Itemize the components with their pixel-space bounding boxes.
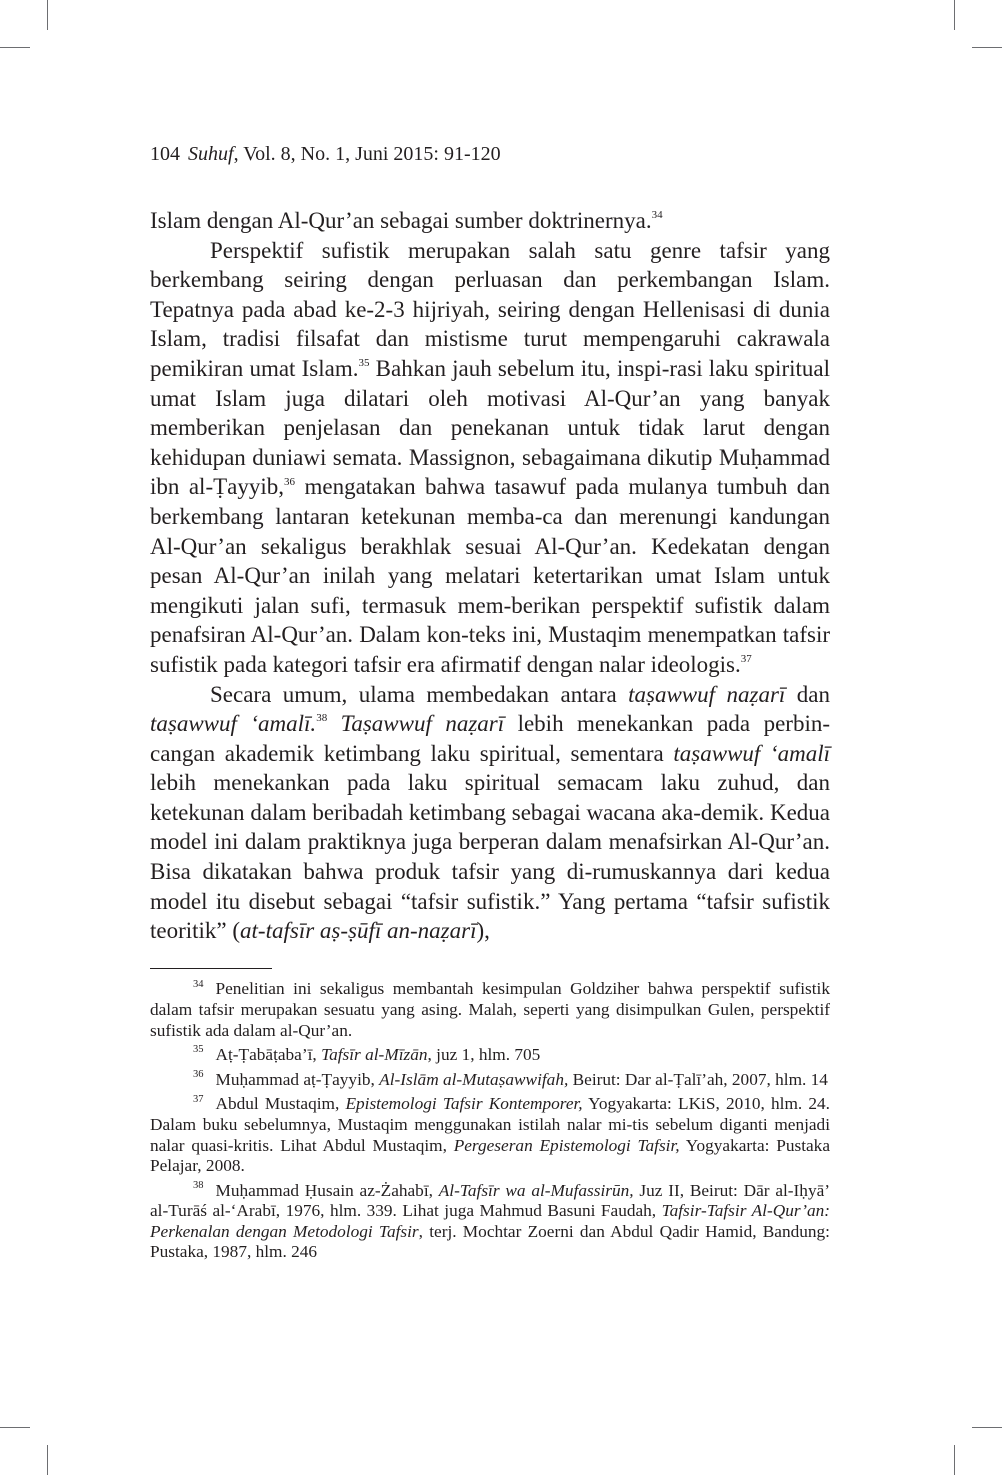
- footnote-text: , juz 1, hlm. 705: [427, 1045, 541, 1065]
- footnote-divider: [150, 968, 272, 970]
- footnote-number: 35: [193, 1044, 204, 1056]
- footnote: [150, 1094, 830, 1176]
- text-run: Perspektif sufistik merupakan salah satu genre tafsir yang berkembang seiring dengan perluasan dan perkembangan Islam. Tepatnya pada abad ke-2-3 hijriyah, seiring dengan Hellenisasi di dunia Islam, tradisi filsafat dan mistisme turut mempengaruhi cakrawala pemikiran umat Islam.: [150, 237, 830, 381]
- text-run: ),: [476, 918, 490, 944]
- journal-title: Suhuf: [188, 143, 234, 165]
- crop-mark: [972, 1427, 1002, 1428]
- footnote-ref: 35: [358, 357, 370, 370]
- footnote-text: Juz II, Beirut: Dār al-Iḥyā’ al-Turāś al-‘Arabī, 1976, hlm. 339. Lihat juga Mahmud Basuni Faudah,: [150, 1180, 831, 1221]
- footnotes: [150, 979, 830, 1263]
- footnote: [150, 1181, 830, 1263]
- crop-mark: [0, 47, 30, 48]
- footnote-text: Abdul Mustaqim,: [215, 1094, 346, 1114]
- footnote-title: Tafsīr al-Mīzān: [321, 1045, 428, 1065]
- text-run: Secara umum, ulama membedakan antara: [210, 681, 629, 707]
- crop-mark: [47, 1445, 48, 1475]
- page: [150, 140, 830, 1267]
- text-run: lebih menekankan pada laku spiritual semacam laku zuhud, dan ketekunan dalam beribadah ketimbang sebagai wacana aka-demik. Kedua model ini dalam praktiknya juga berperan dalam menafsirkan Al-Qur’an. Bisa dikatakan bahwa produk tafsir yang di-rumuskannya dari kedua model itu disebut sebagai “tafsir sufistik.” Yang pertama “tafsir sufistik teoritik” (: [150, 770, 830, 944]
- crop-mark: [47, 0, 48, 30]
- crop-mark: [954, 1445, 955, 1475]
- text-run: Islam dengan Al-Qur’an sebagai sumber doktrinernya.: [150, 208, 652, 233]
- footnote-ref: 37: [740, 653, 752, 666]
- text-run: dan: [785, 681, 830, 707]
- italic-term: taṣawwuf naẓarī: [628, 681, 786, 707]
- italic-term: Taṣawwuf naẓarī: [340, 711, 505, 737]
- footnote-number: 34: [193, 978, 204, 990]
- footnote-text: Yogyakarta: LKiS, 2010, hlm. 24. Dalam buku sebelumnya, Mustaqim menggunakan istilah nalar mi-tis sebelum diganti menjadi nalar quasi-kritis. Lihat Abdul Mustaqim,: [150, 1094, 830, 1155]
- footnote-text: , terj. Mochtar Zoerni dan Abdul Qadir Hamid, Bandung: Pustaka, 1987, hlm. 246: [150, 1221, 830, 1262]
- footnote-text: Penelitian ini sekaligus membantah kesimpulan Goldziher bahwa perspektif sufistik dalam tafsir merupakan sesuatu yang asing. Malah, seperti yang disimpulkan Gulen, perspektif sufistik ada dalam al-Qur’an.: [150, 979, 830, 1040]
- footnote-text: Aṭ-Ṭabāṭaba’ī,: [215, 1045, 322, 1065]
- italic-term: taṣawwuf ‘amalī.: [150, 711, 317, 737]
- text-run: Bahkan jauh sebelum itu, inspi-rasi laku spiritual umat Islam juga dilatari oleh motivasi Al-Qur’an yang banyak memberikan penjelasan dan penekanan untuk tidak larut dengan kehidupan duniawi semata. Massignon, sebagaimana dikutip Muḥammad ibn al-Ṭayyib,: [150, 355, 830, 500]
- issue-info: , Vol. 8, No. 1, Juni 2015: 91-120: [233, 143, 501, 165]
- footnote-text: Yogyakarta: Pustaka Pelajar, 2008.: [150, 1135, 830, 1176]
- crop-mark: [0, 1427, 30, 1428]
- footnote-number: 38: [193, 1179, 204, 1191]
- footnote-title: Pergeseran Epistemologi Tafsir,: [453, 1135, 680, 1155]
- crop-mark: [954, 0, 955, 30]
- footnote-text: Muḥammad Ḥusain az-Żahabī,: [215, 1180, 439, 1200]
- italic-term: at-tafsīr aṣ-ṣūfī an-naẓarī: [240, 918, 477, 944]
- text-run: [327, 711, 340, 736]
- footnote-title: Al-Tafsīr wa al-Mufassirūn,: [438, 1180, 634, 1200]
- footnote-ref: 36: [284, 475, 296, 488]
- footnote: [150, 979, 830, 1041]
- footnote-ref: 38: [316, 712, 328, 725]
- footnote-text: Muḥammad aṭ-Ṭayyib,: [215, 1069, 380, 1089]
- paragraph: [150, 680, 830, 946]
- footnote-number: 37: [193, 1093, 204, 1105]
- body-text: [150, 206, 830, 946]
- footnote-text: Beirut: Dar al-Ṭalī’ah, 2007, hlm. 14: [568, 1069, 828, 1089]
- text-run: mengatakan bahwa tasawuf pada mulanya tumbuh dan berkembang lantaran ketekunan memba-ca dan merenungi kandungan Al-Qur’an sekaligus berakhlak sesuai Al-Qur’an. Kedekatan dengan pesan Al-Qur’an inilah yang melatari ketertarikan umat Islam untuk mengikuti jalan sufi, termasuk mem-berikan perspektif sufistik dalam penafsiran Al-Qur’an. Dalam kon-teks ini, Mustaqim menempatkan tafsir sufistik pada kategori tafsir era afirmatif dengan nalar ideologis.: [150, 474, 830, 677]
- crop-mark: [972, 47, 1002, 48]
- footnote-title: Tafsir-Tafsir Al-Qur’an: Perkenalan dengan Metodologi Tafsir: [150, 1201, 830, 1241]
- italic-term: taṣawwuf ‘amalī: [673, 740, 830, 766]
- text-run: lebih menekankan pada perbin-cangan akademik ketimbang laku spiritual, sementara: [150, 711, 831, 766]
- footnote: [150, 1045, 830, 1066]
- paragraph: [150, 206, 830, 236]
- running-header: [150, 140, 830, 168]
- footnote: [150, 1070, 830, 1091]
- footnote-number: 36: [193, 1068, 204, 1080]
- footnote-ref: 34: [651, 209, 663, 222]
- footnote-title: Epistemologi Tafsir Kontemporer,: [345, 1094, 583, 1114]
- page-number: 104: [150, 143, 180, 165]
- paragraph: [150, 236, 830, 680]
- footnote-title: Al-Islām al-Mutaṣawwifah,: [379, 1069, 569, 1089]
